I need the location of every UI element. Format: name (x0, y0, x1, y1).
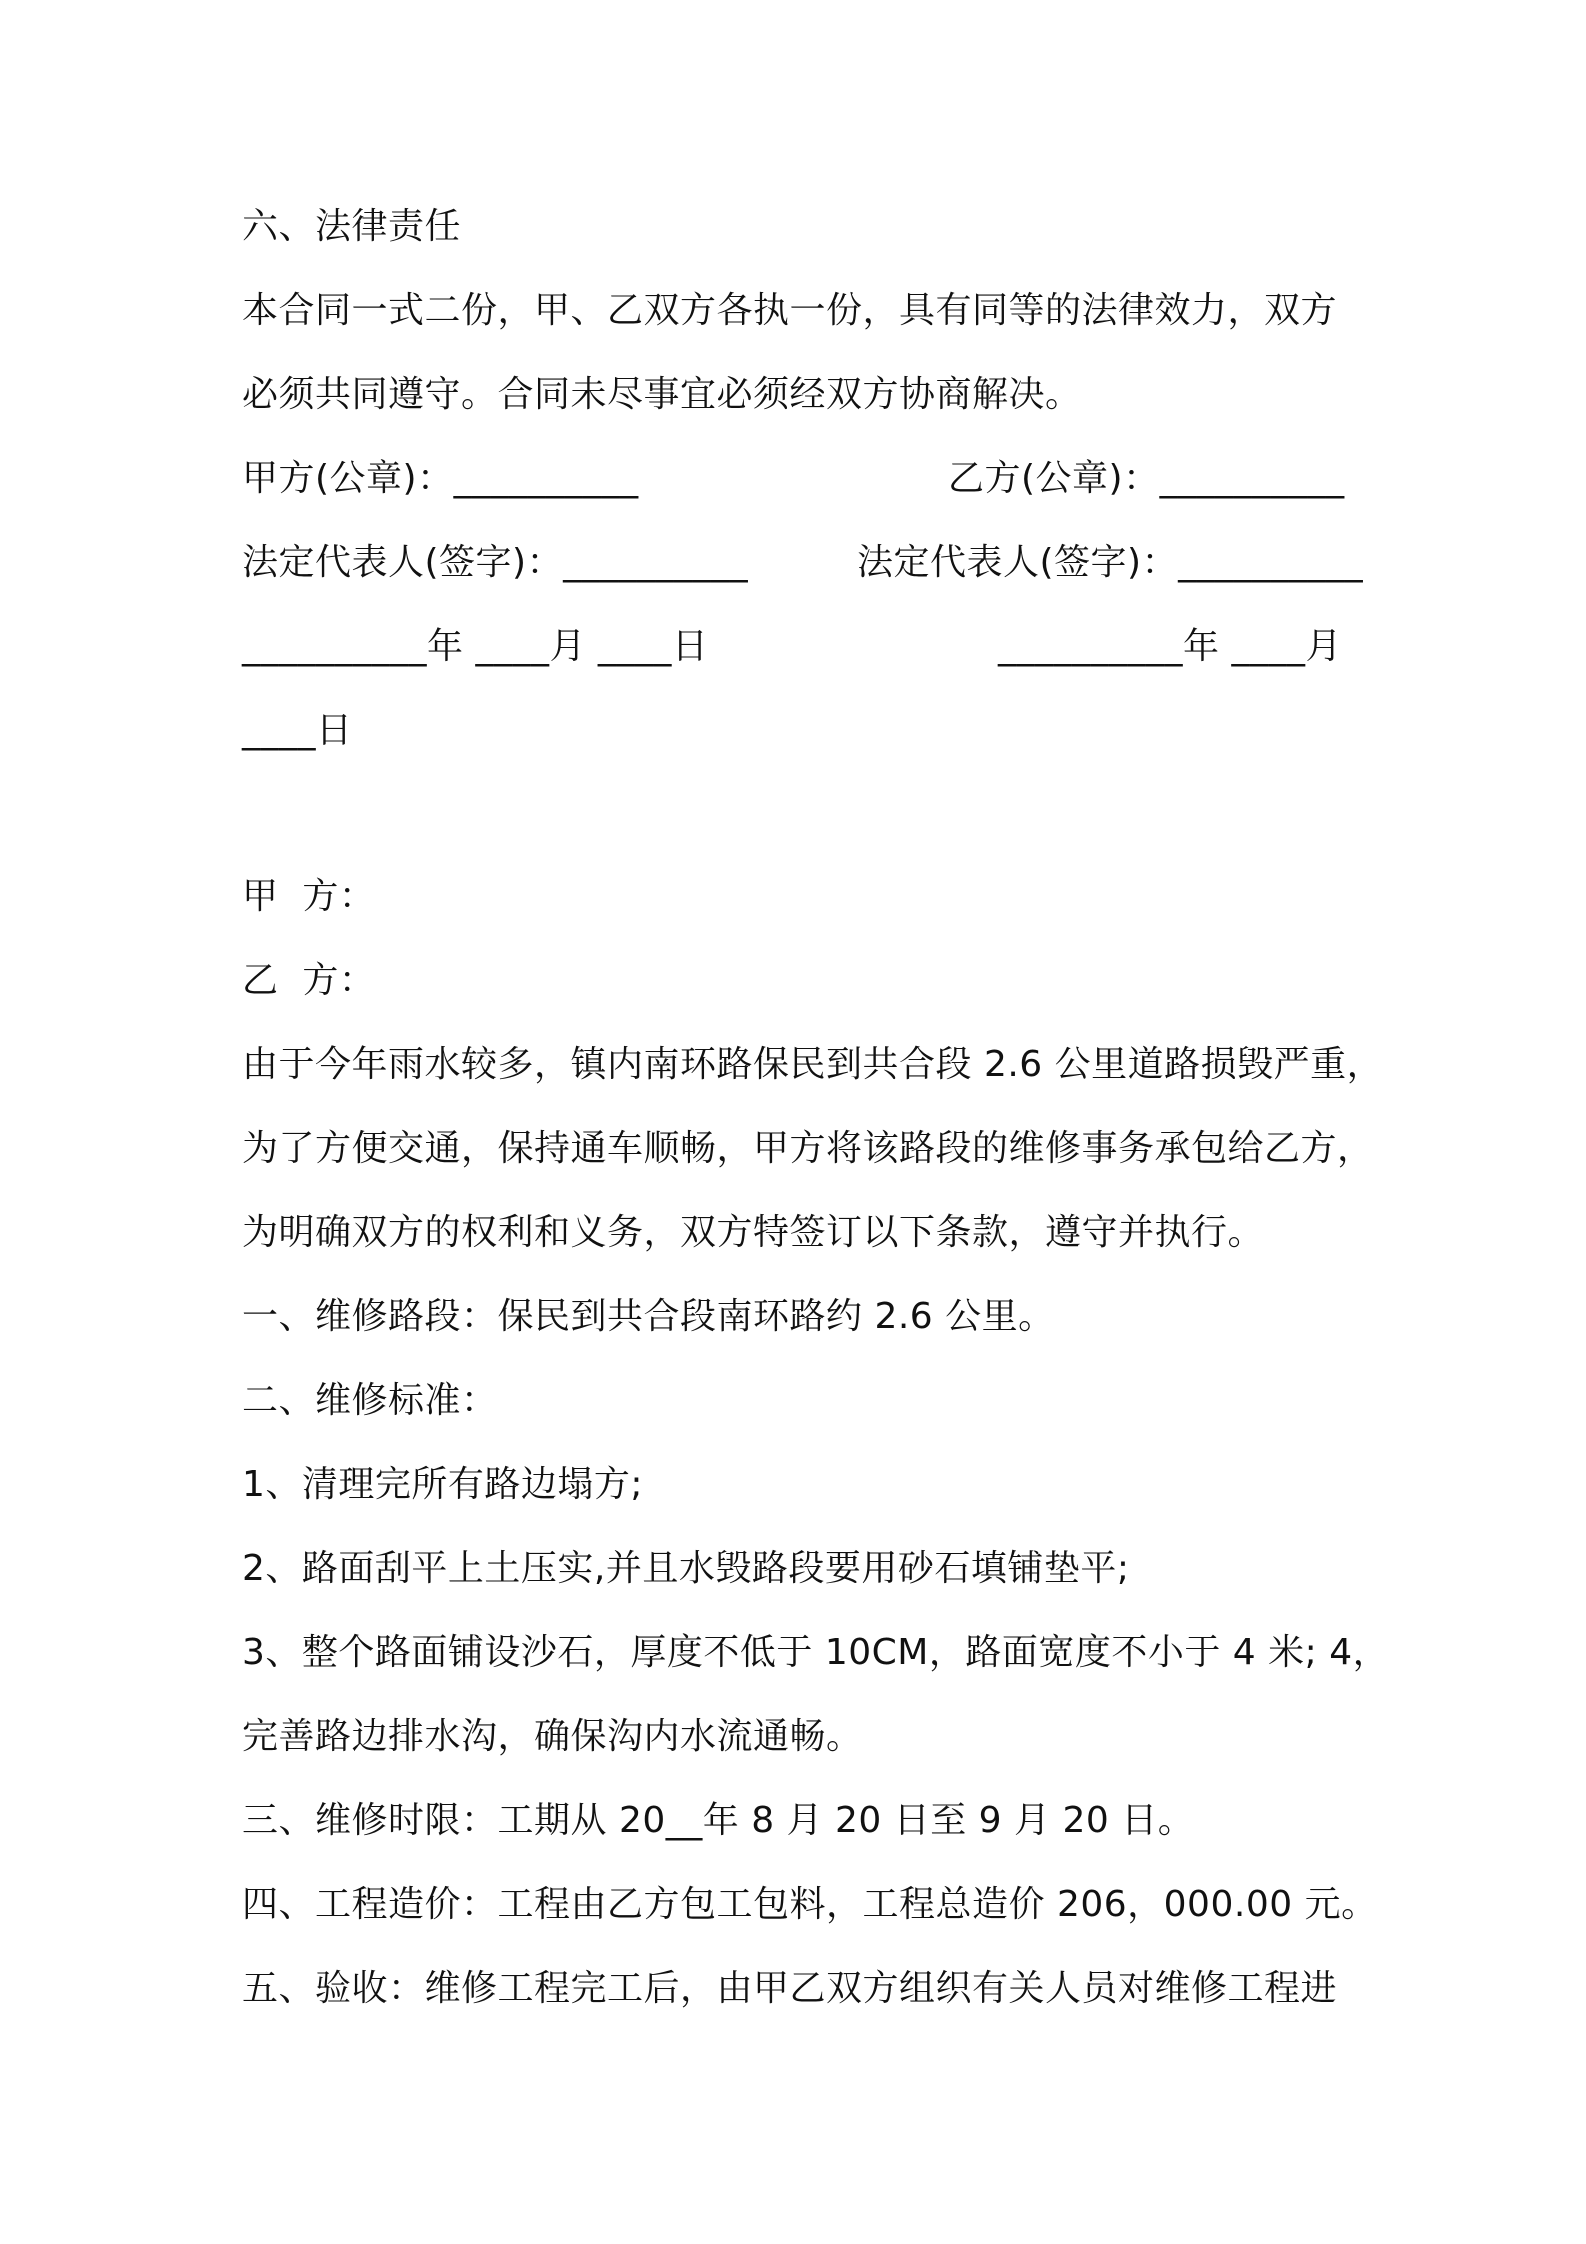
party-a-representative-line: 法定代表人(签字)：__________ (242, 542, 749, 583)
intro-line: 由于今年雨水较多，镇内南环路保民到共合段 2.6 公里道路损毁严重， (242, 1044, 1384, 1085)
party-a-date-line: __________年 ____月 ____日 (242, 626, 709, 667)
clause-repair-section: 一、维修路段：保民到共合段南环路约 2.6 公里。 (242, 1296, 1055, 1337)
paragraph-line: 本合同一式二份，甲、乙双方各执一份，具有同等的法律效力，双方 (242, 290, 1338, 331)
intro-line: 为明确双方的权利和义务，双方特签订以下条款，遵守并执行。 (242, 1212, 1265, 1253)
section-heading-legal-liability: 六、法律责任 (242, 206, 462, 247)
standard-item: 3、整个路面铺设沙石，厚度不低于 10CM，路面宽度不小于 4 米; 4， (242, 1632, 1390, 1673)
clause-acceptance: 五、验收：维修工程完工后，由甲乙双方组织有关人员对维修工程进 (242, 1968, 1338, 2009)
clause-repair-period: 三、维修时限：工期从 20__年 8 月 20 日至 9 月 20 日。 (242, 1800, 1195, 1841)
standard-item: 2、路面刮平上土压实,并且水毁路段要用砂石填铺垫平; (242, 1548, 1130, 1589)
contract-party-a: 甲 方： (242, 876, 376, 917)
standard-item: 1、清理完所有路边塌方; (242, 1464, 644, 1505)
party-b-date-line: __________年 ____月 (998, 626, 1342, 667)
intro-line: 为了方便交通，保持通车顺畅，甲方将该路段的维修事务承包给乙方， (242, 1128, 1374, 1169)
clause-project-cost: 四、工程造价：工程由乙方包工包料，工程总造价 206，000.00 元。 (242, 1884, 1378, 1925)
party-b-date-day: ____日 (242, 710, 353, 751)
contract-party-b: 乙 方： (242, 960, 376, 1001)
party-b-representative-line: 法定代表人(签字)：__________ (857, 542, 1364, 583)
clause-repair-standard-heading: 二、维修标准： (242, 1380, 498, 1421)
party-b-seal-line: 乙方(公章)：__________ (948, 458, 1345, 499)
party-a-seal-line: 甲方(公章)：__________ (242, 458, 639, 499)
standard-item-continued: 完善路边排水沟，确保沟内水流通畅。 (242, 1716, 863, 1757)
paragraph-line: 必须共同遵守。合同未尽事宜必须经双方协商解决。 (242, 374, 1082, 415)
